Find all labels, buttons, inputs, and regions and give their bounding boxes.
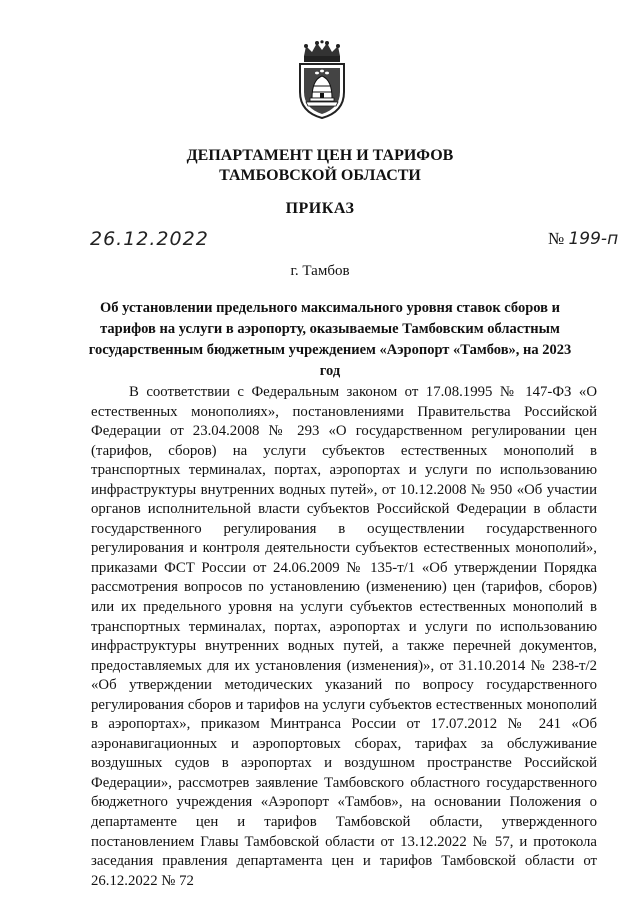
handwritten-order-date: 26.12.2022 <box>90 228 209 250</box>
handwritten-order-number: 199-п <box>568 229 619 249</box>
department-name-line-1: ДЕПАРТАМЕНТ ЦЕН И ТАРИФОВ <box>186 147 454 164</box>
order-subject-title: Об установлении предельного максимального уровня ставок сборов и тарифов на услуги в аэропорту, оказываемые Тамбовским областным государственным бюджетным учреждением «Аэропорт «Тамбов», на 2023 год <box>88 300 572 379</box>
department-name-line-2: ТАМБОВСКОЙ ОБЛАСТИ <box>219 167 421 184</box>
crown-icon <box>304 40 340 62</box>
document-type-title: ПРИКАЗ <box>285 200 355 217</box>
number-sign: № <box>548 229 565 248</box>
tambov-region-coat-of-arms-icon <box>292 40 352 120</box>
city-label: г. Тамбов <box>290 263 350 279</box>
order-number <box>548 229 618 249</box>
order-body-paragraph: В соответствии с Федеральным законом от 17.08.1995 № 147-ФЗ «О естественных монополиях», постановлениями Правительства Российской Федерации от 23.04.2008 № 293 «О государственном регулировании цен (тарифов, сборов) на услуги субъектов естественных монополий в транспортных терминалах, портах, аэропортах и услуги по использованию инфраструктуры внутренних водных путей», от 10.12.2008 № 950 «Об участии органов исполнительной власти субъектов Российской Федерации в области государственного регулирования в осуществлении государственного регулирования и контроля деятельности субъектов естественных монополий», приказами ФСТ России от 24.06.2009 № 135-т/1 «Об утверждении Порядка рассмотрения вопросов по установлению (изменению) цен (тарифов, сборов) или их предельного уровня на услуги субъектов естественных монополий в транспортных терминалах, портах, аэропортах и услуги по использованию инфраструктуры внутренних водных путей, а также перечней документов, предоставляемых для их установления (изменения)», от 31.10.2014 № 238-т/2 «Об утверждении методических указаний по вопросу государственного регулирования сборов и тарифов на услуги субъектов естественных монополий в аэропортах», приказом Минтранса России от 17.07.2012 № 241 «Об аэронавигационных и аэропортовых сборах, тарифах за обслуживание воздушных судов в аэропортах и воздушном пространстве Российской Федерации», рассмотрев заявление Тамбовского областного государственного бюджетного учреждения «Аэропорт «Тамбов», на основании Положения о департаменте цен и тарифов Тамбовской области, утвержденного постановлением Главы Тамбовской области от 13.12.2022 № 57, и протокола заседания правления департамента цен и тарифов Тамбовской области от 26.12.2022 № 72 <box>91 384 597 889</box>
